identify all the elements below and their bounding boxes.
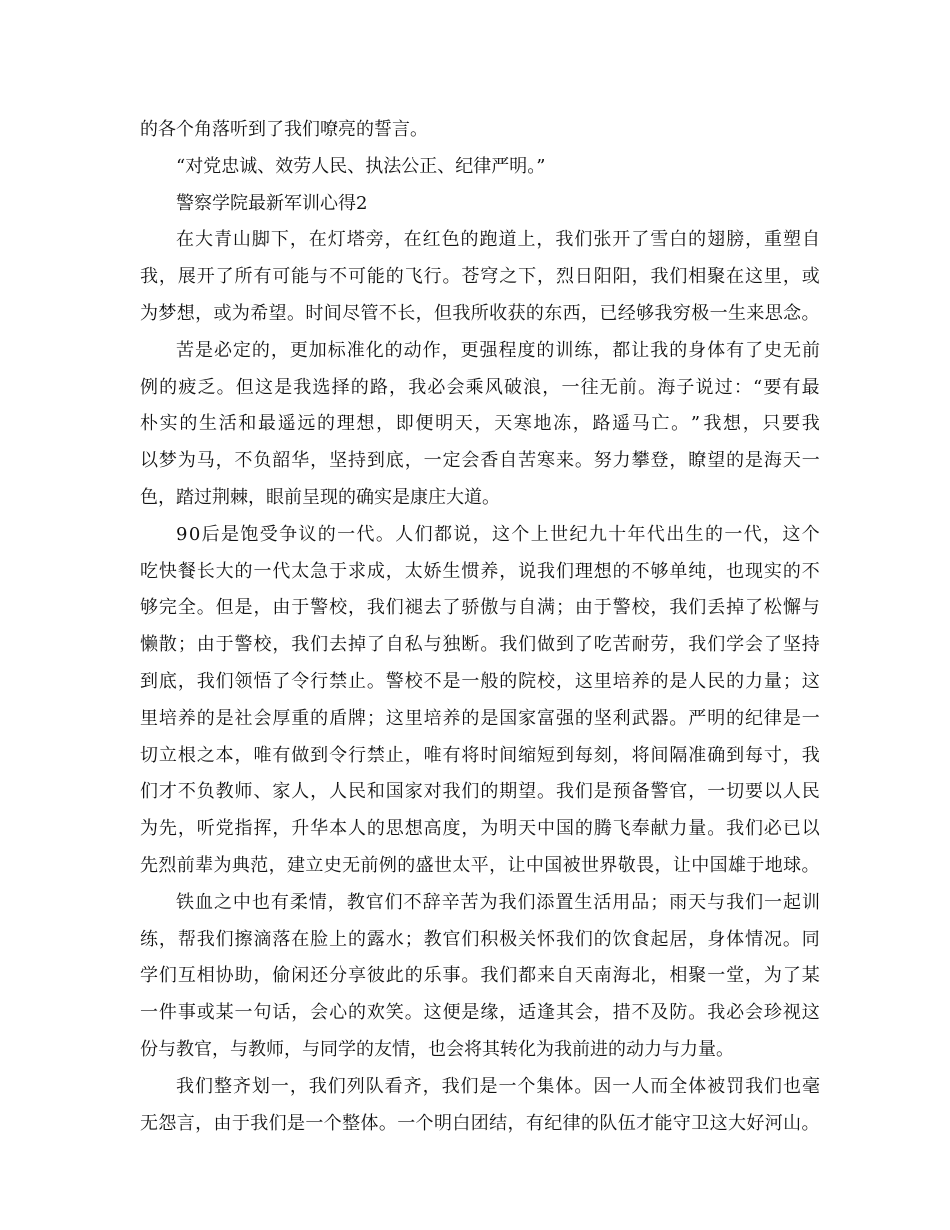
text-line: 吃 快 餐 长 大 的 一 代 太 急 于 求 成 ， 太 娇 生 惯 养 ， 说 我 们 理 想 的 不 够 单 纯 ， 也 现 实 的 不 — [140, 560, 820, 582]
text-line: 到 底 ， 我 们 领 悟 了 令 行 禁 止 。 警 校 不 是 一 般 的 院 校 ， 这 里 培 养 的 是 人 民 的 力 量 ； 这 — [140, 670, 820, 692]
text-line: 在 大 青 山 脚 下 ， 在 灯 塔 旁 ， 在 红 色 的 跑 道 上 ， 我 们 张 开 了 雪 白 的 翅 膀 ， 重 塑 自 — [176, 229, 820, 251]
text-line: 练 ， 帮 我 们 擦 滴 落 在 脸 上 的 露 水 ； 教 官 们 积 极 关 怀 我 们 的 饮 食 起 居 ， 身 体 情 况 。 同 — [140, 928, 820, 950]
text-line: 我 们 整 齐 划 一 ， 我 们 列 队 看 齐 ， 我 们 是 一 个 集 体 。 因 一 人 而 全 体 被 罚 我 们 也 毫 — [176, 1075, 820, 1097]
document-body — [140, 112, 820, 1142]
text-line: 9 0 后 是 饱 受 争 议 的 一 代 。 人 们 都 说 ， 这 个 上 世 纪 九 十 年 代 出 生 的 一 代 ， 这 个 — [176, 523, 820, 545]
text-line: 学 们 互 相 协 助 ， 偷 闲 还 分 享 彼 此 的 乐 事 。 我 们 都 来 自 天 南 海 北 ， 相 聚 一 堂 ， 为 了 某 — [140, 965, 820, 987]
text-line: 例 的 疲 乏 。 但 这 是 我 选 择 的 路 ， 我 必 会 乘 风 破 浪 ， 一 往 无 前 。 海 子 说 过 ： “ 要 有 最 — [140, 376, 820, 398]
text-line: 我 ， 展 开 了 所 有 可 能 与 不 可 能 的 飞 行 。 苍 穹 之 下 ， 烈 日 阳 阳 ， 我 们 相 聚 在 这 里 ， 或 — [140, 266, 820, 288]
text-line: “对党忠诚、效劳人民、执法公正、纪律严明。” — [176, 155, 546, 177]
text-line: 为 先 ， 听 党 指 挥 ， 升 华 本 人 的 思 想 高 度 ， 为 明 天 中 国 的 腾 飞 奉 献 力 量 。 我 们 必 已 以 — [140, 818, 820, 840]
text-line: 们 才 不 负 教 师 、 家 人 ， 人 民 和 国 家 对 我 们 的 期 望 。 我 们 是 预 备 警 官 ， 一 切 要 以 人 民 — [140, 781, 820, 803]
text-line: 的各个角落听到了我们嘹亮的誓言。 — [140, 119, 428, 140]
text-line: 为 梦 想 ， 或 为 希 望 。 时 间 尽 管 不 长 ， 但 我 所 收 获 的 东 西 ， 已 经 够 我 穷 极 一 生 来 思 念 。 — [140, 302, 820, 324]
text-line: 一 件 事 或 某 一 句 话 ， 会 心 的 欢 笑 。 这 便 是 缘 ， 适 逢 其 会 ， 措 不 及 防 。 我 必 会 珍 视 这 — [140, 1002, 820, 1024]
text-line: 无 怨 言 ， 由 于 我 们 是 一 个 整 体 。 一 个 明 白 团 结 ， 有 纪 律 的 队 伍 才 能 守 卫 这 大 好 河 山 。 — [140, 1112, 820, 1134]
text-line: 切 立 根 之 本 ， 唯 有 做 到 令 行 禁 止 ， 唯 有 将 时 间 缩 短 到 每 刻 ， 将 间 隔 准 确 到 每 寸 ， 我 — [140, 744, 820, 766]
text-line: 铁 血 之 中 也 有 柔 情 ， 教 官 们 不 辞 辛 苦 为 我 们 添 置 生 活 用 品 ； 雨 天 与 我 们 一 起 训 — [176, 891, 820, 913]
text-line: 份与教官，与教师，与同学的友情，也会将其转化为我前进的动力与力量。 — [140, 1038, 734, 1060]
text-line: 朴 实 的 生 活 和 最 遥 远 的 理 想 ， 即 便 明 天 ， 天 寒 地 冻 ， 路 遥 马 亡 。 ” 我 想 ， 只 要 我 — [140, 413, 820, 435]
text-line: 够 完 全 。 但 是 ， 由 于 警 校 ， 我 们 褪 去 了 骄 傲 与 自 满 ； 由 于 警 校 ， 我 们 丢 掉 了 松 懈 与 — [140, 597, 820, 619]
text-line: 以 梦 为 马 ， 不 负 韶 华 ， 坚 持 到 底 ， 一 定 会 香 自 苦 寒 来 。 努 力 攀 登 ， 瞭 望 的 是 海 天 一 — [140, 450, 820, 472]
text-line: 色，踏过荆棘，眼前呈现的确实是康庄大道。 — [140, 486, 500, 508]
text-line: 懒 散 ； 由 于 警 校 ， 我 们 去 掉 了 自 私 与 独 断 。 我 们 做 到 了 吃 苦 耐 劳 ， 我 们 学 会 了 坚 持 — [140, 634, 820, 656]
text-line: 警察学院最新军训心得2 — [176, 192, 368, 214]
text-line: 苦 是 必 定 的 ， 更 加 标 准 化 的 动 作 ， 更 强 程 度 的 训 练 ， 都 让 我 的 身 体 有 了 史 无 前 — [176, 339, 820, 361]
text-line: 里 培 养 的 是 社 会 厚 重 的 盾 牌 ； 这 里 培 养 的 是 国 家 富 强 的 坚 利 武 器 。 严 明 的 纪 律 是 一 — [140, 707, 820, 729]
text-line: 先 烈 前 辈 为 典 范 ， 建 立 史 无 前 例 的 盛 世 太 平 ， 让 中 国 被 世 界 敬 畏 ， 让 中 国 雄 于 地 球 。 — [140, 854, 820, 876]
